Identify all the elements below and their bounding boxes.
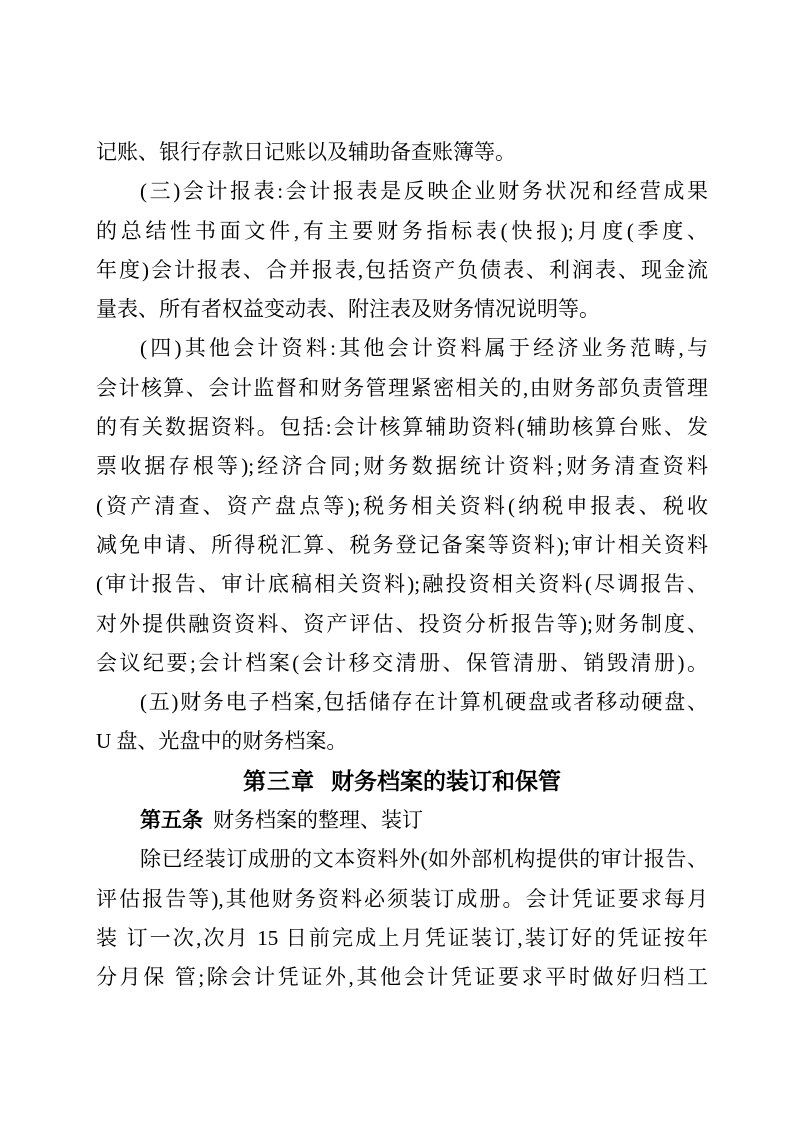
text-line: 记账、银行存款日记账以及辅助备查账簿等。 — [96, 140, 516, 164]
text-line: 会计核算、会计监督和财务管理紧密相关的,由财务部负责管理 — [96, 375, 708, 400]
text-line: 票收据存根等);经济合同;财务数据统计资料;财务清查资料 — [96, 454, 708, 479]
chapter-title: 财务档案的装订和保管 — [331, 767, 561, 794]
text-line: 减免申请、所得税汇算、税务登记备案等资料);审计相关资料 — [96, 532, 708, 557]
text-line: 的总结性书面文件,有主要财务指标表(快报);月度(季度、 — [96, 218, 708, 243]
text-line: (五)财务电子档案,包括储存在计算机硬盘或者移动硬盘、 — [140, 690, 708, 715]
text-line: 对外提供融资资料、资产评估、投资分析报告等);财务制度、 — [96, 611, 708, 636]
text-line: U 盘、光盘中的财务档案。 — [96, 729, 348, 754]
text-line: (三)会计报表:会计报表是反映企业财务状况和经营成果 — [140, 179, 708, 204]
text-line: (四)其他会计资料:其他会计资料属于经济业务范畴,与 — [140, 336, 708, 361]
clause-title-text: 财务档案的整理、装订 — [213, 808, 423, 833]
clause-heading — [96, 801, 708, 840]
text-line: 装 订一次,次月 15 日前完成上月凭证装订,装订好的凭证按年 — [96, 925, 708, 950]
text-line: (资产清查、资产盘点等);税务相关资料(纳税申报表、税收 — [96, 493, 708, 518]
text-line: 量表、所有者权益变动表、附注表及财务情况说明等。 — [96, 297, 600, 322]
document-content — [96, 133, 708, 998]
text-line: 的有关数据资料。包括:会计核算辅助资料(辅助核算台账、发 — [96, 415, 708, 440]
chapter-heading — [96, 762, 708, 801]
text-line: 分月保 管;除会计凭证外,其他会计凭证要求平时做好归档工 — [96, 965, 708, 990]
clause-number: 第五条 — [140, 808, 203, 833]
text-line: 除已经装订成册的文本资料外(如外部机构提供的审计报告、 — [140, 847, 708, 872]
chapter-number: 第三章 — [243, 767, 315, 794]
text-line: 会议纪要;会计档案(会计移交清册、保管清册、销毁清册)。 — [96, 650, 708, 675]
text-line: 年度)会计报表、合并报表,包括资产负债表、利润表、现金流 — [96, 257, 708, 282]
text-line: (审计报告、审计底稿相关资料);融投资相关资料(尽调报告、 — [96, 572, 708, 597]
text-line: 评估报告等),其他财务资料必须装订成册。会计凭证要求每月 — [96, 886, 708, 911]
